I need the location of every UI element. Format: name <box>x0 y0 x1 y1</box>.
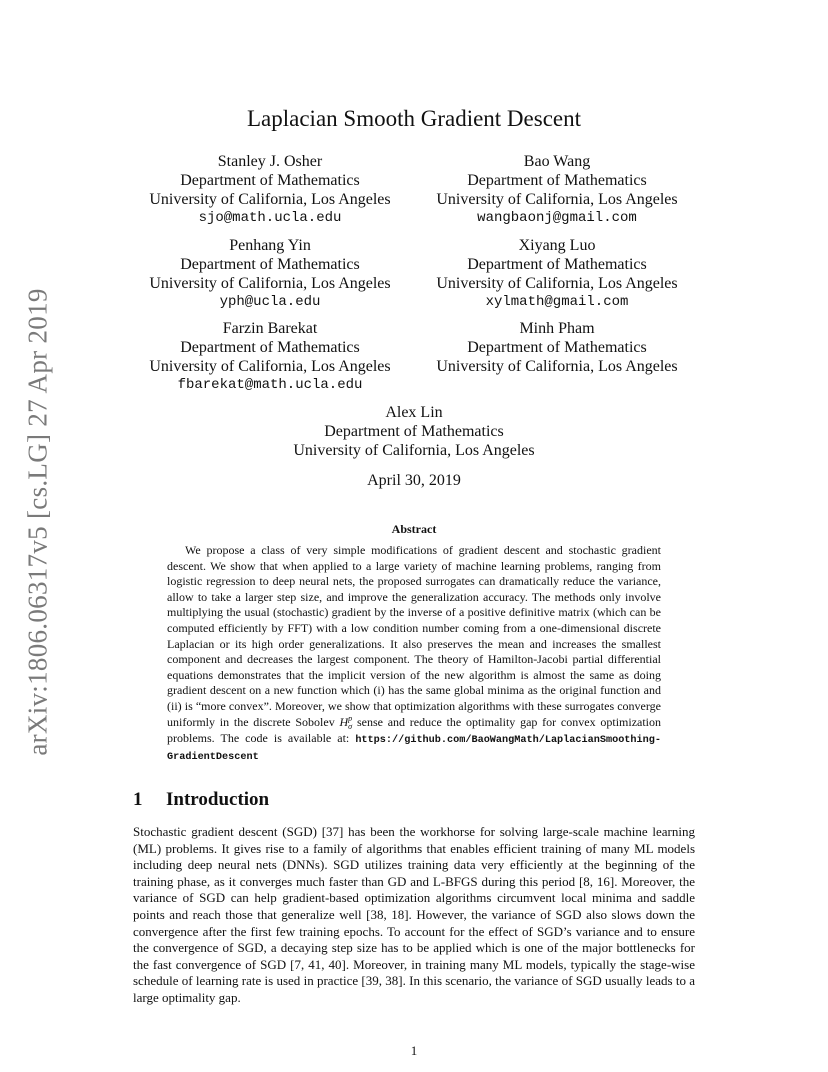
abstract-text <box>167 543 661 766</box>
abstract-heading: Abstract <box>391 522 437 536</box>
page-number: 1 <box>410 1043 418 1058</box>
section-title: Introduction <box>166 789 270 810</box>
author-affiliation: University of California, Los Angeles <box>149 275 391 292</box>
author-email[interactable]: fbarekat@math.ucla.edu <box>177 377 363 393</box>
author-email[interactable]: xylmath@gmail.com <box>485 294 629 310</box>
author-department: Department of Mathematics <box>180 339 360 356</box>
introduction-paragraph: Stochastic gradient descent (SGD) [37] has been the workhorse for solving large-scale machine learning (ML) problems. It gives rise to a family of algorithms that enables efficient training of many ML models including deep neural nets (DNNs). SGD utilizes training data very efficiently at the beginning of the training phase, as it converges much faster than GD and L-BFGS during this period [8, 16]. Moreover, the variance of SGD can help gradient-based optimization algorithms circumvent local minima and saddle points and reach those that generalize well [38, 18]. However, the variance of SGD also slows down the convergence after the first few training epochs. To account for the effect of SGD’s variance and to ensure the convergence of SGD, a decaying step size has to be applied which is one of the major bottlenecks for the fast convergence of SGD [7, 41, 40]. Moreover, in training many ML models, typically the stage-wise schedule of learning rate is used in practice [39, 38]. In this scenario, the variance of SGD usually leads to a large optimality gap. <box>133 824 695 1005</box>
author-name: Bao Wang <box>523 153 591 170</box>
author-affiliation: University of California, Los Angeles <box>436 191 678 208</box>
author-affiliation: University of California, Los Angeles <box>149 191 391 208</box>
publication-date: April 30, 2019 <box>367 472 461 489</box>
section-number: 1 <box>133 789 143 810</box>
author-department: Department of Mathematics <box>467 339 647 356</box>
author-block <box>130 319 410 395</box>
author-department: Department of Mathematics <box>180 256 360 273</box>
author-block <box>417 152 697 228</box>
section-heading <box>133 789 269 811</box>
author-name: Alex Lin <box>385 404 443 421</box>
author-name: Stanley J. Osher <box>217 153 323 170</box>
paper-title: Laplacian Smooth Gradient Descent <box>246 106 582 131</box>
author-block <box>417 319 697 376</box>
author-email[interactable]: sjo@math.ucla.edu <box>198 210 342 226</box>
sobolev-norm-symbol: H p σ <box>339 713 353 731</box>
author-affiliation: University of California, Los Angeles <box>293 442 535 459</box>
code-url-link[interactable]: https://github.com/BaoWangMath/LaplacianSmoothing-GradientDescent <box>167 734 661 764</box>
author-email[interactable]: wangbaonj@gmail.com <box>477 210 637 226</box>
author-affiliation: University of California, Los Angeles <box>149 358 391 375</box>
author-affiliation: University of California, Los Angeles <box>436 275 678 292</box>
author-email[interactable]: yph@ucla.edu <box>219 294 321 310</box>
author-name: Minh Pham <box>519 320 595 337</box>
author-block <box>274 403 554 460</box>
arxiv-identifier-stamp: arXiv:1806.06317v5 [cs.LG] 27 Apr 2019 <box>22 288 53 756</box>
author-name: Xiyang Luo <box>518 237 596 254</box>
abstract-paragraph: We propose a class of very simple modifications of gradient descent and stochastic gradient descent. We show that when applied to a large variety of machine learning problems, ranging from logistic regression to deep neural nets, the proposed surrogates can dramatically reduce the variance, allow to take a larger step size, and improve the generalization accuracy. The methods only involve multiplying the usual (stochastic) gradient by the inverse of a positive definitive matrix (which can be computed efficiently by FFT) with a low condition number coming from a one-dimensional discrete Laplacian or its high order generalizations. It also preserves the mean and increases the smallest component and decreases the largest component. The theory of Hamilton-Jacobi partial differential equations demonstrates that the implicit version of the new algorithm is almost the same as doing gradient descent on a new function which (i) has the same global minima as the original function and (ii) is “more convex”. Moreover, we show that optimization algorithms with these surrogates converge uniformly in the discrete Sobolev <box>167 543 661 729</box>
author-department: Department of Mathematics <box>467 256 647 273</box>
author-block <box>417 236 697 312</box>
author-department: Department of Mathematics <box>467 172 647 189</box>
author-department: Department of Mathematics <box>324 423 504 440</box>
author-affiliation: University of California, Los Angeles <box>436 358 678 375</box>
author-block <box>130 236 410 312</box>
author-department: Department of Mathematics <box>180 172 360 189</box>
author-name: Farzin Barekat <box>222 320 318 337</box>
abstract-paragraph-end: sense and reduce the optimality gap for convex optimization problems. The code is available at: <box>167 714 662 745</box>
author-name: Penhang Yin <box>229 237 311 254</box>
author-block <box>130 152 410 228</box>
